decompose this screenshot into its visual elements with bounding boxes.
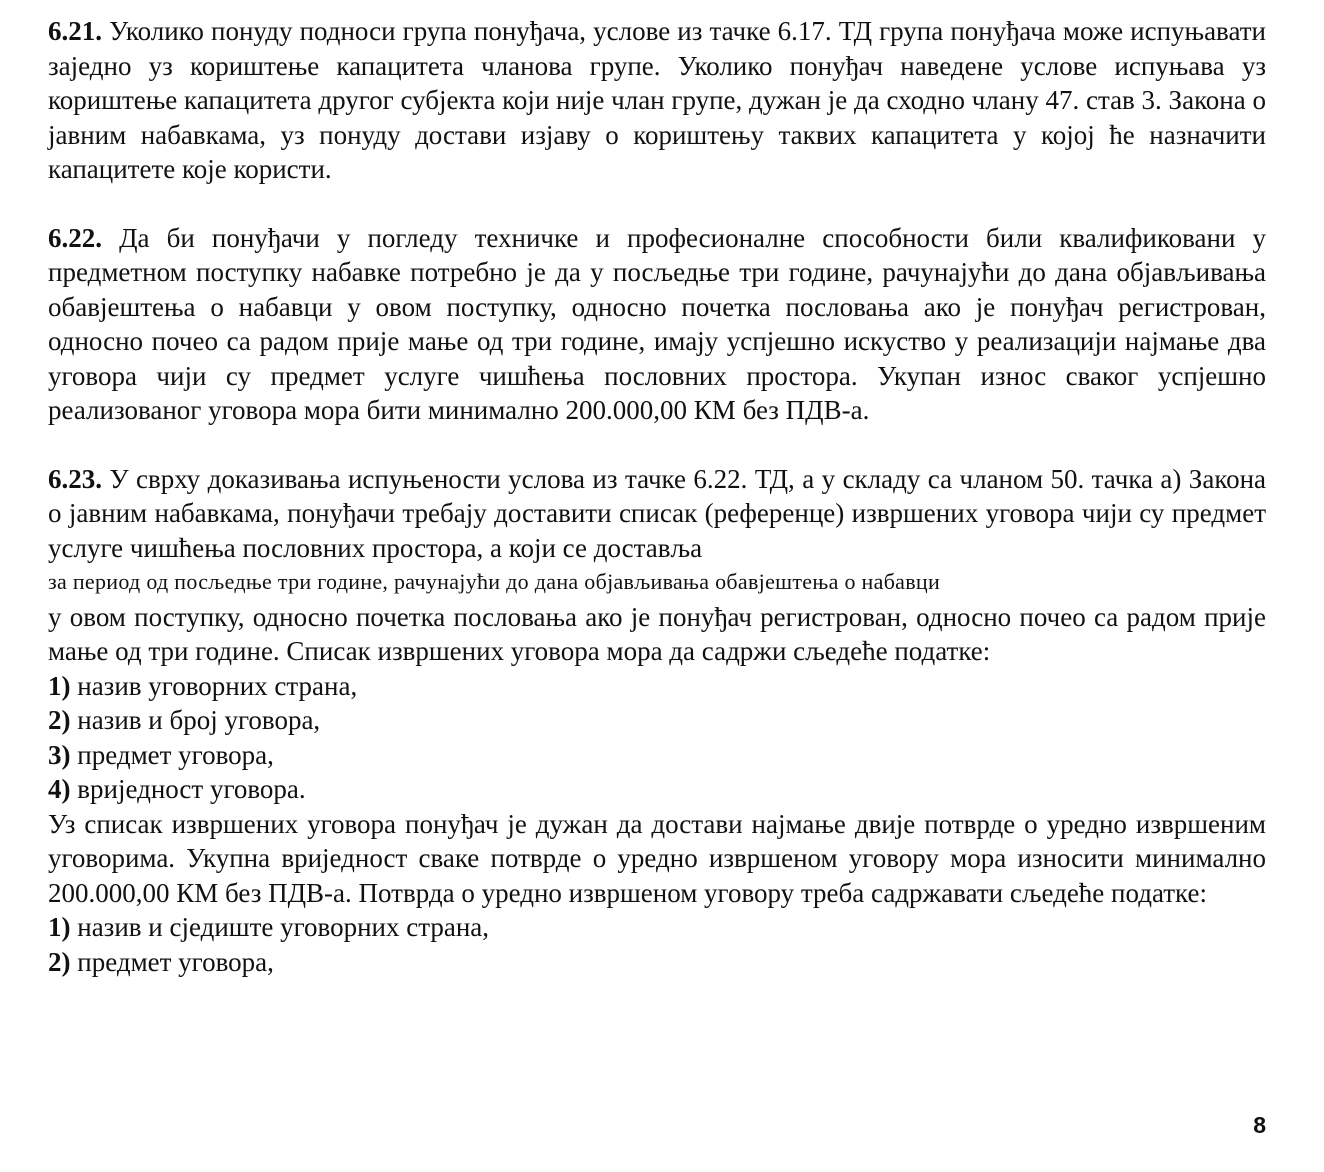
list-item-number: 2) <box>48 705 71 735</box>
section-6-22 <box>48 221 1266 428</box>
list-item-text: предмет уговора, <box>77 946 274 977</box>
list-item-number: 2) <box>48 946 71 977</box>
list-item-text: вриједност уговора. <box>77 774 306 804</box>
section-text: Уколико понуду подноси група понуђача, услове из тачке 6.17. ТД група понуђача може испуњавати заједно уз кориштење капацитета чланова групе. Уколико понуђач наведене услове испуњава уз кориштење капацитета другог субјекта који није члан групе, дужан је да сходно члану 47. став 3. Закона о јавним набавкама, уз понуду достави изјаву о кориштењу таквих капацитета у којој ће назначити капацитете које користи. <box>48 16 1266 184</box>
list-item <box>48 738 1266 773</box>
section-text-after-list: Уз списак извршених уговора понуђач је дужан да достави најмање двије потврде о уредно извршеним уговорима. Укупна вриједност сваке потврде о уредно извршеном уговору мора износити минимално 200.000,00 КМ без ПДВ-а. Потврда о уредно извршеном уговору треба садржавати сљедеће податке: <box>48 808 1266 908</box>
list-item <box>48 703 1266 738</box>
list-item-number: 1) <box>48 912 71 942</box>
list-item-text: предмет уговора, <box>77 739 274 770</box>
section-number: 6.22. <box>48 222 102 253</box>
document-page <box>48 14 1266 979</box>
section-6-23 <box>48 462 1266 980</box>
list-item <box>48 669 1266 704</box>
section-text: Да би понуђачи у погледу техничке и професионалне способности били квалификовани у предметном поступку набавке потребно је да у посљедње три године, рачунајући до дана објављивања обавјештења о набавци у овом поступку, односно почетка пословања ако је понуђач регистрован, односно почео са радом прије мање од три године, имају успјешно искуство у реализацији најмање два уговора чији су предмет услуге чишћења пословних простора. Укупан износ сваког успјешно реализованог уговора мора бити минимално 200.000,00 КМ без ПДВ-а. <box>48 222 1266 425</box>
list-item-text: назив и број уговора, <box>77 705 321 735</box>
list-item <box>48 910 1266 945</box>
list-item-number: 1) <box>48 670 71 701</box>
section-text-small: за период од посљедње три године, рачунајући до дана објављивања обавјештења о набавци <box>48 569 941 594</box>
list-item-number: 3) <box>48 739 71 770</box>
section-number: 6.23. <box>48 463 102 494</box>
list-item-text: назив уговорних страна, <box>77 670 358 701</box>
list-item-text: назив и сједиште уговорних страна, <box>77 912 490 942</box>
contract-data-list <box>48 669 1266 807</box>
list-item <box>48 772 1266 807</box>
section-intro <box>48 462 1266 669</box>
section-text-part2: у овом поступку, односно почетка пословања ако је понуђач регистрован, односно почео са радом прије мање од три године. Списак извршених уговора мора да садржи сљедеће податке: <box>48 601 1266 666</box>
confirmation-data-list <box>48 910 1266 979</box>
section-number: 6.21. <box>48 16 102 46</box>
section-6-21 <box>48 14 1266 187</box>
list-item-number: 4) <box>48 774 71 804</box>
page-number: 8 <box>1253 1112 1266 1138</box>
list-item <box>48 945 1266 980</box>
section-text-part1: У сврху доказивања испуњености услова из тачке 6.22. ТД, а у складу са чланом 50. тачка а) Закона о јавним набавкама, понуђачи требају доставити списак (референце) извршених уговора чији су предмет услуге чишћења пословних простора, а који се доставља <box>48 463 1266 563</box>
